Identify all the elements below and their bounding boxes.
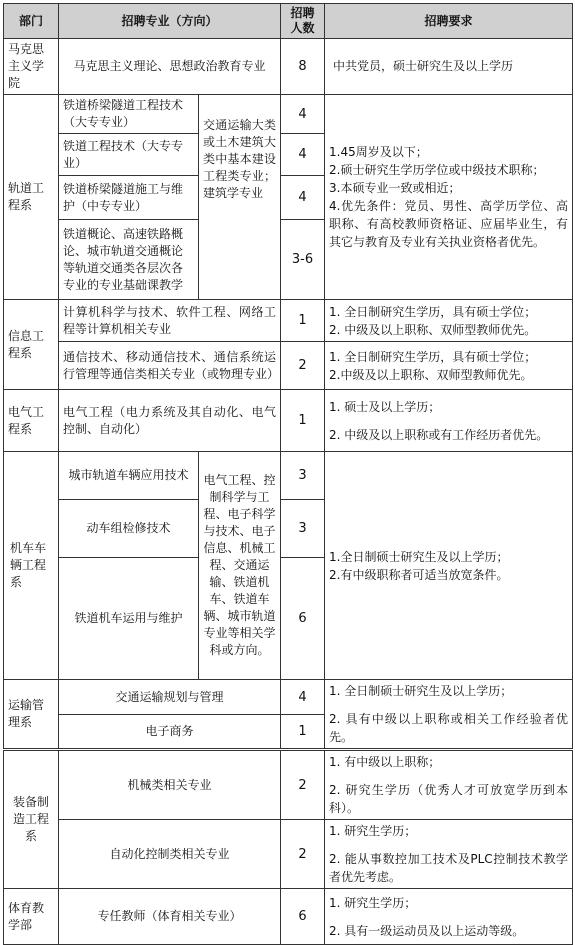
req-cell [325, 820, 573, 889]
dept-cell: 信息工程系 [4, 300, 59, 390]
header-row [4, 4, 573, 39]
table-row [4, 680, 573, 715]
header-dept: 部门 [4, 4, 59, 39]
req-line: 4.优先条件：党员、男性、高学历学位、高职称、有高校教师资格证、应届毕业生，有其它与教育及专业有关执业资格者优先。 [329, 199, 569, 249]
major-cell: 交通运输规划与管理 [59, 680, 281, 715]
major-cell: 电子商务 [59, 715, 281, 750]
req-cell [325, 452, 573, 680]
table-row [4, 39, 573, 95]
req-line: 2. 中级及以上职称或有工作经历者优先。 [329, 427, 549, 442]
req-line: 1. 硕士及以上学历； [329, 399, 441, 414]
req-line: 1. 全日制研究生学历，具有硕士学位； [329, 304, 537, 319]
count-cell: 8 [281, 39, 325, 95]
dept-cell: 运输管理系 [4, 680, 59, 750]
count-cell: 3 [281, 452, 325, 500]
req-line: 1. 研究生学历； [329, 895, 417, 910]
req-line: 1.全日制硕士研究生及以上学历； [329, 549, 509, 564]
count-cell: 2 [281, 750, 325, 820]
req-cell [325, 680, 573, 750]
table-row [4, 452, 573, 500]
req-cell [325, 390, 573, 452]
major-cell: 电气工程（电力系统及其自动化、电气控制、自动化） [59, 390, 281, 452]
count-cell: 2 [281, 820, 325, 889]
req-line: 2. 具有中级以上职称或相关工作经验者优先。 [329, 712, 569, 744]
count-cell: 4 [281, 176, 325, 220]
dept-cell: 电气工程系 [4, 390, 59, 452]
req-line: 2. 能从事数控加工技术及PLC控制技术教学者优先考虑。 [329, 852, 569, 884]
req-line: 3.本硕专业一致或相近； [329, 181, 461, 195]
count-cell: 4 [281, 95, 325, 134]
major-cell: 铁道桥梁隧道施工与维护（中专专业） [59, 176, 199, 220]
major-cell: 动车组检修技术 [59, 500, 199, 558]
req-cell [325, 889, 573, 945]
count-cell: 1 [281, 300, 325, 342]
req-line: 1. 研究生学历； [329, 824, 417, 838]
dept-cell: 体育教学部 [4, 889, 59, 945]
major-cell: 计算机科学与技术、软件工程、网络工程等计算机相关专业 [59, 300, 281, 342]
header-count: 招聘人数 [281, 4, 325, 39]
dept-cell: 轨道工程系 [4, 95, 59, 300]
req-cell [325, 750, 573, 820]
req-line: 1. 全日制硕士研究生及以上学历； [329, 684, 513, 698]
count-cell: 6 [281, 889, 325, 945]
dept-cell: 马克思主义学院 [4, 39, 59, 95]
req-line: 2.中级及以上职称、双师型教师优先。 [329, 367, 533, 382]
req-cell: 中共党员，硕士研究生及以上学历 [325, 39, 573, 95]
req-line: 1.45周岁及以下； [329, 145, 428, 159]
major-cell: 城市轨道车辆应用技术 [59, 452, 199, 500]
count-cell: 3 [281, 500, 325, 558]
major-cell: 机械类相关专业 [59, 750, 281, 820]
recruitment-table [3, 3, 573, 945]
header-major: 招聘专业（方向） [59, 4, 281, 39]
req-line: 1. 全日制研究生学历，具有硕士学位； [329, 349, 537, 364]
header-req: 招聘要求 [325, 4, 573, 39]
table-row [4, 342, 573, 390]
req-line: 2.有中级职称者可适当放宽条件。 [329, 567, 509, 582]
dept-cell: 机车车辆工程系 [4, 452, 59, 680]
table-row [4, 820, 573, 889]
count-cell: 1 [281, 390, 325, 452]
count-cell: 4 [281, 680, 325, 715]
table-row [4, 750, 573, 820]
major-cell: 铁道概论、高速铁路概论、城市轨道交通概论等轨道交通类各层次各专业的专业基础课教学 [59, 220, 199, 300]
table-row [4, 300, 573, 342]
count-cell: 6 [281, 558, 325, 680]
table-row [4, 95, 573, 134]
major-cell: 马克思主义理论、思想政治教育专业 [59, 39, 281, 95]
req-line: 2. 中级及以上职称、双师型教师优先。 [329, 322, 537, 337]
dept-cell: 装备制造工程系 [4, 750, 59, 889]
req-cell [325, 95, 573, 300]
count-cell: 2 [281, 342, 325, 390]
major-cell: 铁道工程技术（大专专业） [59, 134, 199, 176]
table-row [4, 390, 573, 452]
req-line: 2. 具有一级运动员及以上运动等级。 [329, 923, 525, 938]
major-cell: 自动化控制类相关专业 [59, 820, 281, 889]
major-group-cell: 电气工程、控制科学与工程、电子科学与技术、电子信息、机械工程、交通运输、铁道机车、铁道车辆、城市轨道专业等相关学科或方向。 [199, 452, 281, 680]
major-cell: 通信技术、移动通信技术、通信系统运行管理等通信类相关专业（或物理专业） [59, 342, 281, 390]
major-cell: 铁道机车运用与维护 [59, 558, 199, 680]
count-cell: 4 [281, 134, 325, 176]
count-cell: 1 [281, 715, 325, 750]
major-group-cell: 交通运输大类或土木建筑大类中基本建设工程类专业；建筑学专业 [199, 95, 281, 300]
req-line: 1. 有中级以上职称； [329, 755, 441, 769]
major-cell: 专任教师（体育相关专业） [59, 889, 281, 945]
count-cell: 3-6 [281, 220, 325, 300]
req-line: 2.硕士研究生学历学位或中级技术职称； [329, 163, 545, 177]
req-line: 2. 研究生学历（优秀人才可放宽学历到本科）。 [329, 783, 569, 815]
req-cell [325, 342, 573, 390]
major-cell: 铁道桥梁隧道工程技术（大专专业） [59, 95, 199, 134]
table-row [4, 889, 573, 945]
req-cell [325, 300, 573, 342]
